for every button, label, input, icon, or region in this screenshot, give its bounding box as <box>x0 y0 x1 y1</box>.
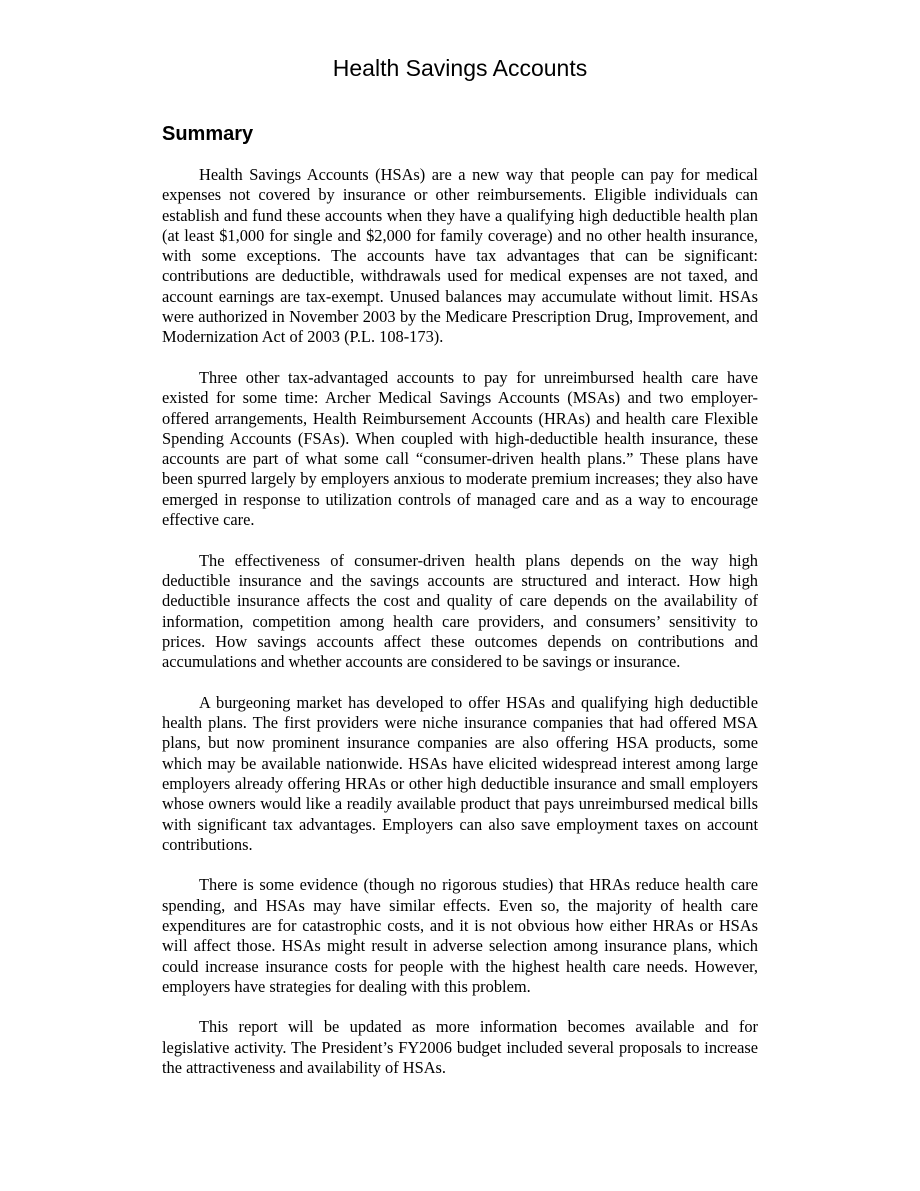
paragraph: Health Savings Accounts (HSAs) are a new way that people can pay for medical expenses not covered by insurance or other reimbursements. Eligible individuals can establish and fund these accounts when they have a qualifying high deductible health plan (at least $1,000 for single and $2,000 for family coverage) and no other health insurance, with some exceptions. The accounts have tax advantages that can be significant: contributions are deductible, withdrawals used for medical expenses are not taxed, and account earnings are tax-exempt. Unused balances may accumulate without limit. HSAs were authorized in November 2003 by the Medicare Prescription Drug, Improvement, and Modernization Act of 2003 (P.L. 108-173). <box>162 165 758 347</box>
summary-body <box>162 165 758 1099</box>
paragraph: There is some evidence (though no rigorous studies) that HRAs reduce health care spending, and HSAs may have similar effects. Even so, the majority of health care expenditures are for catastrophic costs, and it is not obvious how either HRAs or HSAs will affect those. HSAs might result in adverse selection among insurance plans, which could increase insurance costs for people with the highest health care needs. However, employers have strategies for dealing with this problem. <box>162 875 758 996</box>
paragraph: Three other tax-advantaged accounts to pay for unreimbursed health care have existed for some time: Archer Medical Savings Accounts (MSAs) and two employer-offered arrangements, Health Reimbursement Accounts (HRAs) and health care Flexible Spending Accounts (FSAs). When coupled with high-deductible health insurance, these accounts are part of what some call “consumer-driven health plans.” These plans have been spurred largely by employers anxious to moderate premium increases; they also have emerged in response to utilization controls of managed care and as a way to encourage effective care. <box>162 367 758 530</box>
paragraph: The effectiveness of consumer-driven health plans depends on the way high deductible insurance and the savings accounts are structured and interact. How high deductible insurance affects the cost and quality of care depends on the availability of information, competition among health care providers, and consumers’ sensitivity to prices. How savings accounts affect these outcomes depends on contributions and accumulations and whether accounts are considered to be savings or insurance. <box>162 550 758 672</box>
document-title: Health Savings Accounts <box>332 55 588 81</box>
paragraph: A burgeoning market has developed to offer HSAs and qualifying high deductible health plans. The first providers were niche insurance companies that had offered MSA plans, but now prominent insurance companies are also offering HSA products, some which may be available nationwide. HSAs have elicited widespread interest among large employers already offering HRAs or other high deductible insurance and small employers whose owners would like a readily available product that pays unreimbursed medical bills with significant tax advantages. Employers can also save employment taxes on account contributions. <box>162 692 758 854</box>
paragraph: This report will be updated as more information becomes available and for legislative activity. The President’s FY2006 budget included several proposals to increase the attractiveness and availability of HSAs. <box>162 1017 758 1078</box>
section-heading: Summary <box>162 123 254 145</box>
